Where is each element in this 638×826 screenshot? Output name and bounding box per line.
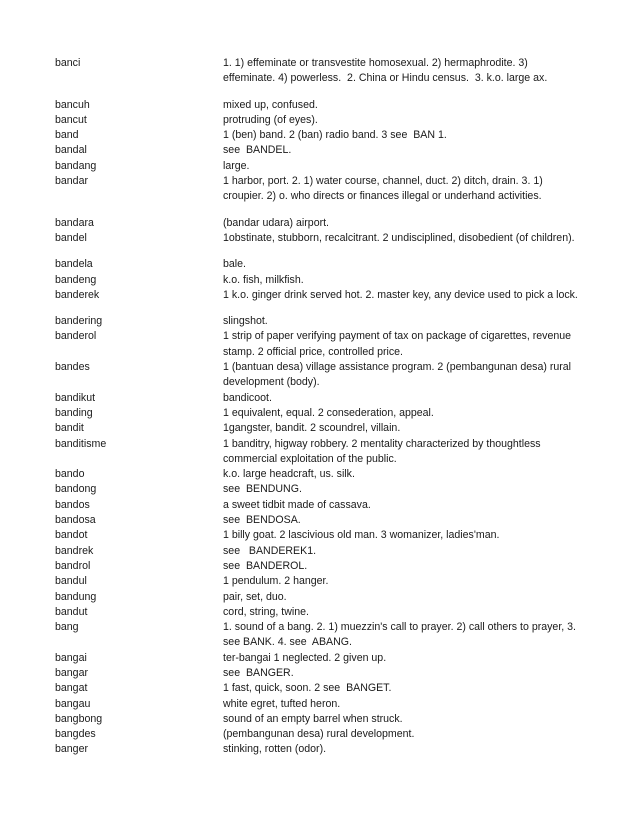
entry-definition: k.o. large headcraft, us. silk. xyxy=(223,468,355,481)
dictionary-entry xyxy=(55,288,595,303)
dictionary-entry xyxy=(55,620,595,651)
dictionary-entry xyxy=(55,513,595,528)
entry-definition: 1 banditry, higway robbery. 2 mentality characterized by thoughtless commercial exploitation of the public. xyxy=(223,437,541,465)
entry-definition: 1gangster, bandit. 2 scoundrel, villain. xyxy=(223,422,401,435)
dictionary-entry xyxy=(55,329,595,360)
entry-headword: bancuh xyxy=(55,98,90,111)
entry-definition: 1 (bantuan desa) village assistance program. 2 (pembangunan desa) rural development (body). xyxy=(223,361,572,389)
dictionary-entry xyxy=(55,590,595,605)
entry-headword: bandara xyxy=(55,216,94,229)
dictionary-entry xyxy=(55,113,595,128)
entry-headword: bandut xyxy=(55,605,88,618)
entry-headword: bancut xyxy=(55,113,87,126)
entry-headword: banding xyxy=(55,406,93,419)
entry-headword: bandos xyxy=(55,498,90,511)
entry-definition: a sweet tidbit made of cassava. xyxy=(223,498,371,511)
entry-definition: 1. sound of a bang. 2. 1) muezzin's call to prayer. 2) call others to prayer, 3. see BANK. 4. see ABANG. xyxy=(223,621,576,649)
entry-definition: large. xyxy=(223,159,250,172)
entry-headword: bandering xyxy=(55,315,103,328)
entry-headword: bangau xyxy=(55,697,91,710)
dictionary-entry xyxy=(55,697,595,712)
entry-headword: bangat xyxy=(55,682,88,695)
entry-headword: banger xyxy=(55,743,88,756)
entry-definition: 1 strip of paper verifying payment of tax on package of cigarettes, revenue stamp. 2 official price, controlled price. xyxy=(223,330,572,358)
dictionary-entry xyxy=(55,406,595,421)
dictionary-entry xyxy=(55,559,595,574)
entry-headword: bandeng xyxy=(55,273,97,286)
entry-definition: 1 harbor, port. 2. 1) water course, channel, duct. 2) ditch, drain. 3. 1) croupier. 2) o. who directs or finances illegal or underhand activities. xyxy=(223,175,543,203)
dictionary-entry xyxy=(55,314,595,329)
entry-definition: see BANDEL. xyxy=(223,144,292,157)
entry-definition: 1obstinate, stubborn, recalcitrant. 2 undisciplined, disobedient (of children). xyxy=(223,231,575,244)
dictionary-entry xyxy=(55,421,595,436)
entry-definition: 1 equivalent, equal. 2 consederation, appeal. xyxy=(223,406,434,419)
dictionary-entry xyxy=(55,174,595,205)
entry-definition: white egret, tufted heron. xyxy=(223,697,341,710)
entry-headword: bang xyxy=(55,621,79,634)
entry-headword: bangdes xyxy=(55,728,96,741)
entry-definition: 1 fast, quick, soon. 2 see BANGET. xyxy=(223,682,392,695)
entry-headword: banderol xyxy=(55,330,97,343)
entry-headword: bandong xyxy=(55,483,97,496)
entry-headword: bandal xyxy=(55,144,87,157)
entry-list xyxy=(55,56,595,758)
dictionary-entry xyxy=(55,273,595,288)
entry-definition: 1 (ben) band. 2 (ban) radio band. 3 see BAN 1. xyxy=(223,129,447,142)
entry-headword: bandrek xyxy=(55,544,94,557)
dictionary-entry xyxy=(55,128,595,143)
dictionary-entry xyxy=(55,727,595,742)
entry-definition: (bandar udara) airport. xyxy=(223,216,329,229)
entry-headword: bandar xyxy=(55,175,88,188)
entry-definition: mixed up, confused. xyxy=(223,98,318,111)
dictionary-entry xyxy=(55,216,595,231)
entry-definition: pair, set, duo. xyxy=(223,590,287,603)
entry-headword: bandikut xyxy=(55,391,96,404)
entry-headword: bandosa xyxy=(55,514,96,527)
entry-headword: bandot xyxy=(55,529,88,542)
entry-definition: see BANDEREK1. xyxy=(223,544,317,557)
entry-definition: bandicoot. xyxy=(223,391,272,404)
entry-headword: bando xyxy=(55,468,85,481)
entry-definition: k.o. fish, milkfish. xyxy=(223,273,304,286)
entry-headword: bandrol xyxy=(55,559,91,572)
entry-headword: bandit xyxy=(55,422,84,435)
dictionary-entry xyxy=(55,56,595,87)
dictionary-entry xyxy=(55,498,595,513)
dictionary-entry xyxy=(55,544,595,559)
entry-definition: slingshot. xyxy=(223,315,268,328)
entry-definition: sound of an empty barrel when struck. xyxy=(223,712,403,725)
dictionary-entry xyxy=(55,159,595,174)
entry-headword: bandes xyxy=(55,361,90,374)
entry-definition: 1 billy goat. 2 lascivious old man. 3 womanizer, ladies'man. xyxy=(223,529,500,542)
entry-definition: see BENDUNG. xyxy=(223,483,302,496)
dictionary-entry xyxy=(55,360,595,391)
dictionary-entry xyxy=(55,437,595,468)
dictionary-entry xyxy=(55,605,595,620)
entry-definition: 1. 1) effeminate or transvestite homosexual. 2) hermaphrodite. 3) effeminate. 4) powerless. 2. China or Hindu census. 3. k.o. large ax. xyxy=(223,57,548,85)
entry-headword: bandung xyxy=(55,590,97,603)
dictionary-entry xyxy=(55,467,595,482)
entry-definition: 1 k.o. ginger drink served hot. 2. master key, any device used to pick a lock. xyxy=(223,288,578,301)
entry-headword: bandela xyxy=(55,258,93,271)
dictionary-entry xyxy=(55,231,595,246)
entry-headword: band xyxy=(55,129,79,142)
entry-headword: bandel xyxy=(55,231,87,244)
dictionary-entry xyxy=(55,651,595,666)
dictionary-entry xyxy=(55,666,595,681)
entry-headword: banditisme xyxy=(55,437,107,450)
entry-definition: (pembangunan desa) rural development. xyxy=(223,728,415,741)
dictionary-entry xyxy=(55,391,595,406)
entry-definition: cord, string, twine. xyxy=(223,605,309,618)
dictionary-entry xyxy=(55,712,595,727)
entry-headword: banderek xyxy=(55,288,100,301)
entry-headword: bandul xyxy=(55,575,87,588)
entry-definition: see BENDOSA. xyxy=(223,514,301,527)
entry-definition: bale. xyxy=(223,258,246,271)
entry-headword: bangai xyxy=(55,651,87,664)
entry-definition: stinking, rotten (odor). xyxy=(223,743,327,756)
entry-headword: bandang xyxy=(55,159,97,172)
entry-definition: see BANDEROL. xyxy=(223,559,308,572)
entry-headword: bangar xyxy=(55,666,88,679)
dictionary-entry xyxy=(55,98,595,113)
dictionary-entry xyxy=(55,528,595,543)
entry-definition: ter-bangai 1 neglected. 2 given up. xyxy=(223,651,387,664)
dictionary-entry xyxy=(55,681,595,696)
entry-definition: protruding (of eyes). xyxy=(223,113,318,126)
dictionary-entry xyxy=(55,574,595,589)
dictionary-entry xyxy=(55,257,595,272)
entry-definition: see BANGER. xyxy=(223,666,294,679)
entry-headword: bangbong xyxy=(55,712,103,725)
dictionary-entry xyxy=(55,143,595,158)
dictionary-entry xyxy=(55,482,595,497)
dictionary-entry xyxy=(55,742,595,757)
entry-definition: 1 pendulum. 2 hanger. xyxy=(223,575,329,588)
entry-headword: banci xyxy=(55,57,81,69)
